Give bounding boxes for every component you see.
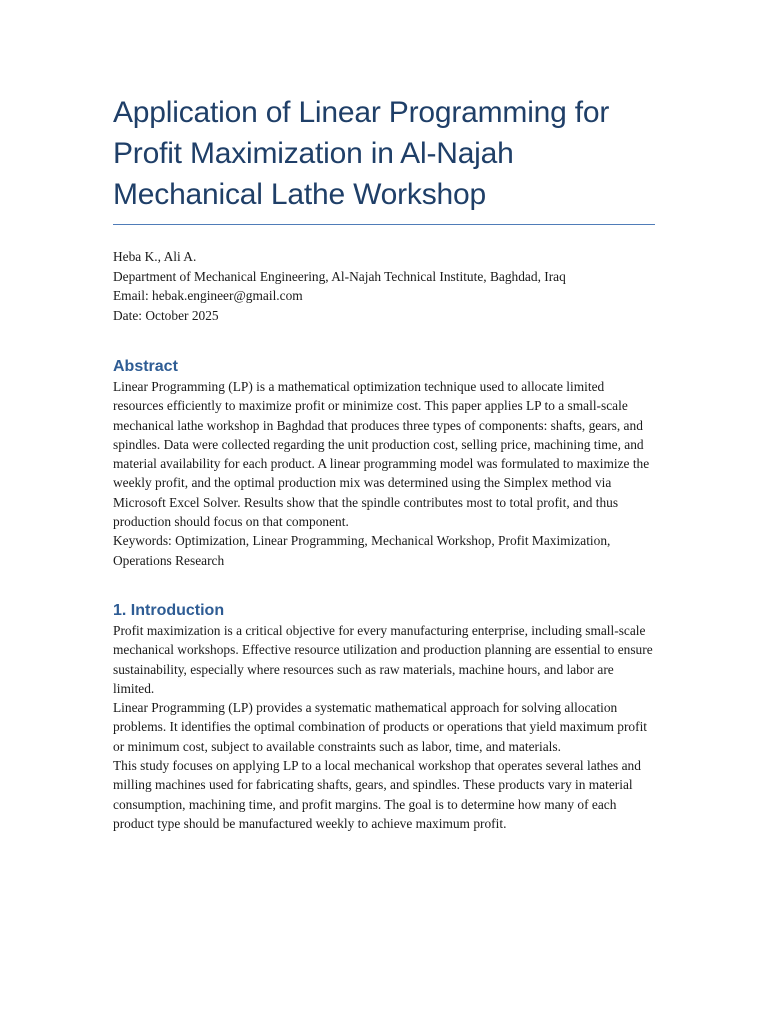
keywords: Keywords: Optimization, Linear Programming, Mechanical Workshop, Profit Maximization, Operations Research (113, 533, 611, 568)
introduction-heading: 1. Introduction (113, 601, 225, 619)
introduction-paragraph: Profit maximization is a critical objective for every manufacturing enterprise, including small-scale mechanical workshops. Effective resource utilization and production planning are essential to ensure sustainability, especially where resources such as raw materials, machine hours, and labor are limited. (113, 622, 653, 696)
abstract-heading: Abstract (113, 358, 178, 375)
affiliation: Department of Mechanical Engineering, Al-Najah Technical Institute, Baghdad, Iraq (113, 268, 566, 284)
introduction-paragraph: Linear Programming (LP) provides a systematic mathematical approach for solving allocation problems. It identifies the optimal combination of products or operations that yield maximum profit or minimum cost, subject to available constraints such as labor, time, and materials. (113, 700, 648, 754)
email: Email: hebak.engineer@gmail.com (113, 288, 303, 303)
abstract-text: Linear Programming (LP) is a mathematical optimization technique used to allocate limited resources efficiently to maximize profit or minimize cost. This paper applies LP to a small-scale mechanical lathe workshop in Baghdad that produces three types of components: shafts, gears, and spindles. Data were collected regarding the unit production cost, selling price, machining time, and material availability for each product. A linear programming model was formulated to maximize the weekly profit, and the optimal production mix was determined using the Simplex method via Microsoft Excel Solver. Results show that the spindle contributes most to total profit, and thus production should focus on that component. (113, 379, 650, 530)
title-divider (113, 224, 655, 225)
date: Date: October 2025 (113, 307, 219, 323)
paper-title: Application of Linear Programming for Profit Maximization in Al-Najah Mechanical Lathe Workshop (113, 96, 610, 211)
author-block (113, 247, 658, 325)
introduction-paragraph: This study focuses on applying LP to a local mechanical workshop that operates several lathes and milling machines used for fabricating shafts, gears, and spindles. These products vary in material consumption, machining time, and profit margins. The goal is to determine how many of each product type should be manufactured weekly to achieve maximum profit. (113, 758, 641, 831)
authors: Heba K., Ali A. (113, 249, 197, 264)
document-page (113, 92, 658, 833)
